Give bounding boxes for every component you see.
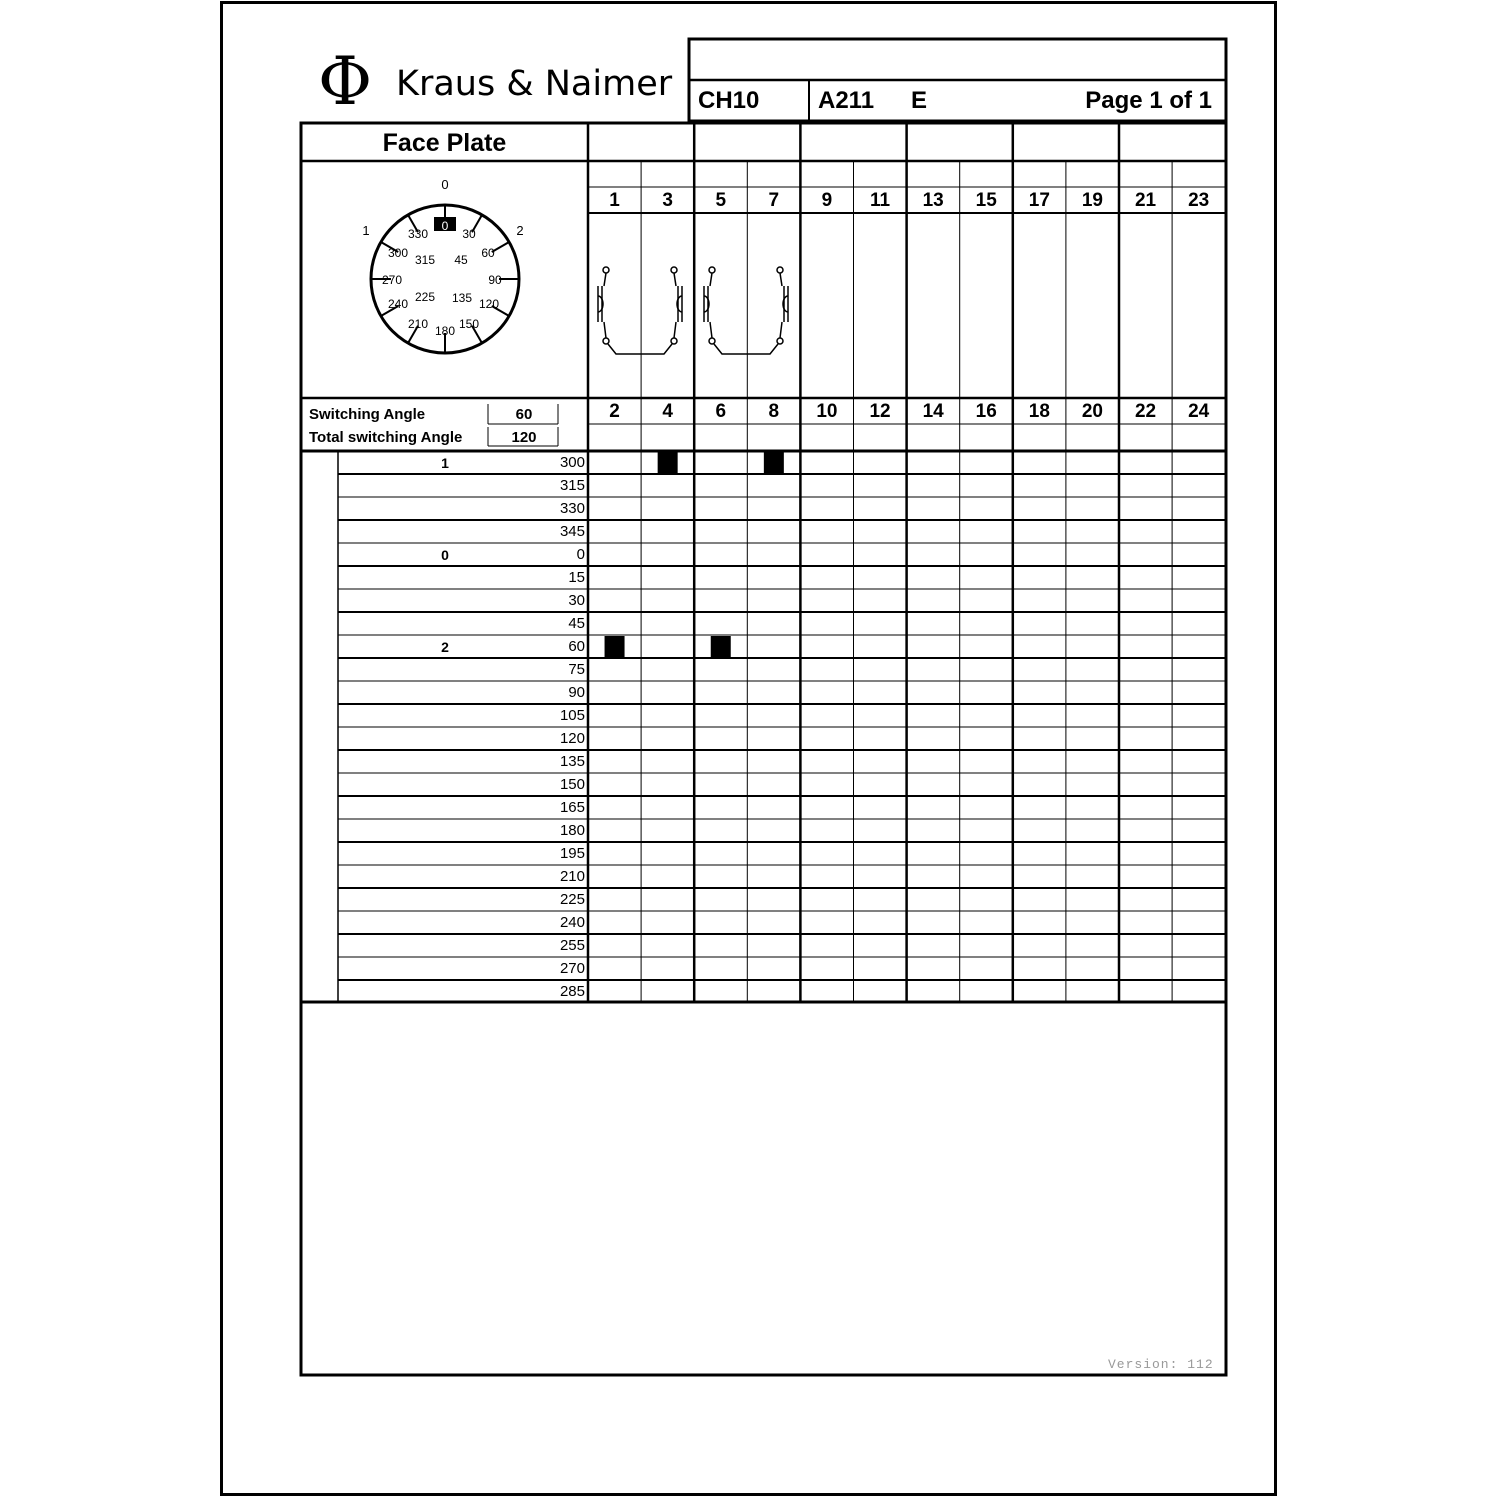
model-code: CH10	[698, 87, 760, 114]
terminal-number: 1	[609, 190, 620, 211]
angle-value: 60	[568, 638, 585, 655]
terminal-number: 21	[1134, 190, 1157, 211]
terminal-number: 3	[662, 190, 673, 211]
angle-value: 270	[559, 960, 585, 977]
angle-value: 210	[559, 868, 585, 885]
angle-value: 345	[559, 523, 585, 540]
angle-value: 30	[568, 592, 585, 609]
terminal-number: 2	[609, 401, 620, 422]
terminal-number: 5	[715, 190, 727, 211]
terminal-number: 22	[1134, 401, 1157, 422]
dial-angle-label: 180	[434, 324, 456, 338]
dial-angle-label: 300	[387, 246, 409, 260]
terminal-number: 17	[1028, 190, 1050, 211]
dial-angle-label: 0	[441, 219, 449, 233]
dial-angle-label: 90	[488, 273, 502, 287]
terminal-number: 11	[870, 190, 891, 211]
dial-position-label: 2	[516, 223, 524, 238]
terminal-number: 8	[768, 401, 780, 422]
terminal-number: 4	[662, 401, 673, 422]
variant-code: E	[911, 87, 928, 114]
angle-value: 195	[559, 845, 585, 862]
closed-contact-marker	[711, 636, 731, 658]
brand-logo-text: Kraus & Naimer	[396, 64, 673, 104]
angle-value: 150	[559, 776, 585, 793]
angle-value: 300	[559, 454, 585, 471]
angle-value: 225	[559, 891, 585, 908]
terminal-number: 13	[922, 190, 944, 211]
switching-angle-label: Switching Angle	[309, 406, 426, 423]
total-angle-value: 120	[511, 429, 537, 446]
contact-schematic	[598, 267, 682, 354]
terminal-number: 14	[922, 401, 944, 422]
terminal-number: 10	[816, 401, 838, 422]
terminal-number: 16	[975, 401, 997, 422]
version-label: Version: 112	[1108, 1357, 1214, 1372]
angle-value: 330	[559, 500, 585, 517]
terminal-number: 23	[1188, 190, 1210, 211]
switch-position-label: 2	[441, 639, 449, 655]
dial-angle-label: 150	[458, 317, 480, 331]
terminal-number: 12	[869, 401, 891, 422]
angle-value: 90	[568, 684, 585, 701]
dial-angle-label: 30	[462, 227, 476, 241]
switching-angle-value: 60	[515, 406, 533, 423]
terminal-number: 6	[715, 401, 727, 422]
angle-value: 105	[559, 707, 585, 724]
dial-position-label: 0	[441, 177, 449, 192]
terminal-number: 19	[1081, 190, 1103, 211]
dial-angle-label: 210	[407, 317, 429, 331]
dial-angle-label: 135	[451, 291, 473, 305]
terminal-number: 7	[768, 190, 780, 211]
face-plate-title: Face Plate	[382, 129, 507, 157]
angle-value: 135	[559, 753, 585, 770]
angle-value: 285	[559, 983, 585, 1000]
dial-angle-label: 270	[381, 273, 403, 287]
terminal-number: 18	[1028, 401, 1050, 422]
terminal-number: 15	[975, 190, 997, 211]
angle-value: 255	[559, 937, 585, 954]
angle-value: 165	[559, 799, 585, 816]
closed-contact-marker	[764, 452, 784, 474]
angle-value: 120	[559, 730, 585, 747]
terminal-number: 9	[821, 190, 833, 211]
terminal-number: 24	[1188, 401, 1210, 422]
dial-angle-label: 60	[481, 246, 495, 260]
closed-contact-marker	[605, 636, 625, 658]
dial-angle-label: 225	[414, 290, 436, 304]
angle-value: 45	[568, 615, 585, 632]
dial-angle-label: 315	[414, 253, 436, 267]
angle-value: 180	[559, 822, 585, 839]
angle-value: 15	[568, 569, 585, 586]
dial-angle-label: 240	[387, 297, 409, 311]
dial-angle-label: 45	[454, 253, 468, 267]
total-angle-label: Total switching Angle	[309, 429, 463, 446]
closed-contact-marker	[658, 452, 678, 474]
brand-logo-symbol: Φ	[318, 43, 373, 120]
angle-value: 315	[559, 477, 585, 494]
contact-schematic	[704, 267, 788, 354]
switch-position-label: 0	[441, 547, 449, 563]
dial-angle-label: 120	[478, 297, 500, 311]
page-indicator: Page 1 of 1	[1085, 87, 1212, 114]
program-code: A211	[818, 87, 875, 114]
angle-value: 0	[576, 546, 585, 563]
terminal-number: 20	[1081, 401, 1103, 422]
switch-position-label: 1	[441, 455, 449, 471]
angle-value: 240	[559, 914, 585, 931]
angle-value: 75	[568, 661, 585, 678]
dial-position-label: 1	[362, 223, 370, 238]
dial-angle-label: 330	[407, 227, 429, 241]
